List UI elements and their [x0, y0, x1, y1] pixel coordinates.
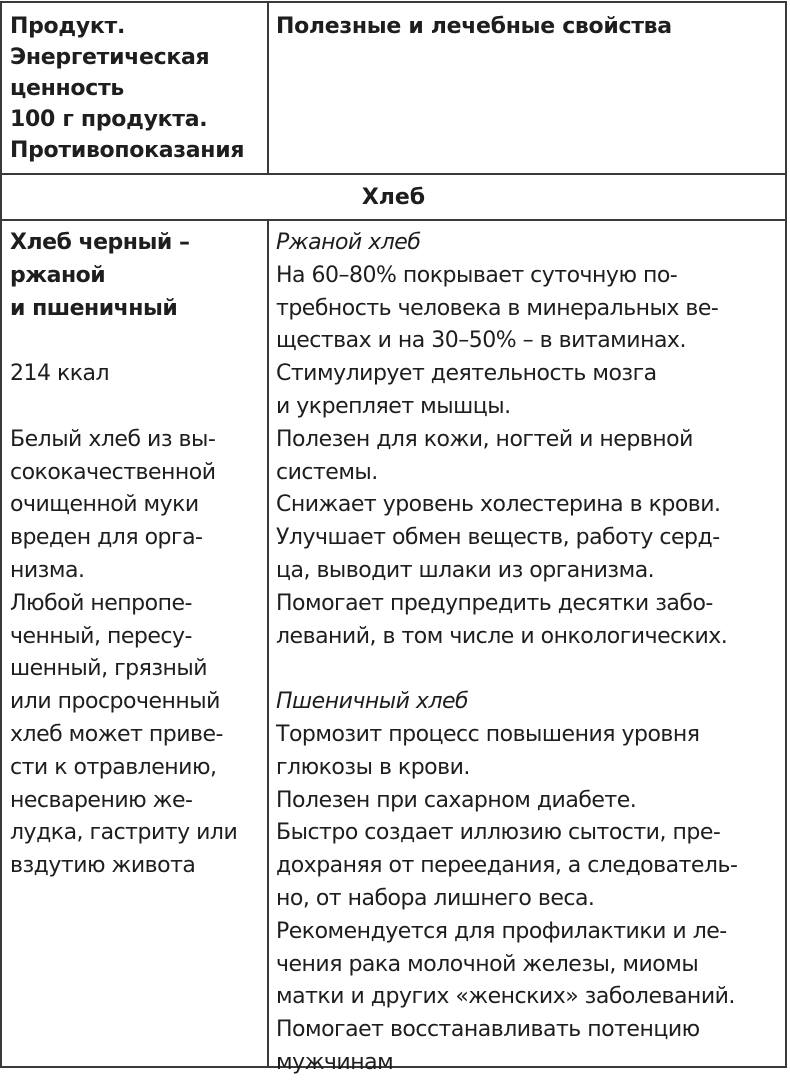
property-line: требность человека в минеральных ве-	[276, 295, 719, 321]
property-line: мужчинам	[276, 1049, 394, 1075]
properties-cell	[269, 221, 785, 1075]
product-name-line: и пшеничный	[10, 295, 178, 321]
property-line: На 60–80% покрывает суточную по-	[276, 262, 678, 288]
header-properties-text: Полезные и лечебные свойства	[276, 14, 672, 39]
contraindication-line: лудка, гастриту или	[10, 820, 238, 846]
property-line: и укрепляет мышцы.	[276, 393, 511, 419]
contraindication-line: хлеб может приве-	[10, 721, 223, 747]
contraindication-line: сти к отравлению,	[10, 754, 217, 780]
rye-bread-subtitle: Ржаной хлеб	[276, 230, 421, 255]
contraindication-line: Белый хлеб из вы-	[10, 426, 216, 452]
property-line: Рекомендуется для профилактики и ле-	[276, 918, 727, 944]
property-line: системы.	[276, 459, 378, 485]
product-name-line: Хлеб черный –	[10, 230, 190, 255]
contraindication-line: шенный, грязный	[10, 656, 208, 682]
property-line: но, от набора лишнего веса.	[276, 885, 595, 911]
contraindication-line: или просроченный	[10, 689, 220, 715]
header-product-line: ценность	[10, 76, 125, 101]
property-line: глюкозы в крови.	[276, 754, 470, 780]
contraindication-line: очищенной муки	[10, 492, 199, 518]
contraindication-line: низма.	[10, 557, 85, 583]
property-line: ществах и на 30–50% – в витаминах.	[276, 328, 686, 354]
section-title: Хлеб	[361, 185, 426, 210]
property-line: Стимулирует деятельность мозга	[276, 361, 657, 387]
spacer	[276, 653, 785, 686]
property-line: Снижает уровень холестерина в крови.	[276, 492, 721, 518]
wheat-bread-subtitle: Пшеничный хлеб	[276, 689, 469, 715]
property-line: Помогает предупредить десятки забо-	[276, 590, 713, 616]
contraindication-line: несварению же-	[10, 787, 193, 813]
property-line: Тормозит процесс повышения уровня	[276, 721, 700, 747]
product-cell-text	[2, 221, 267, 883]
header-product-line: Продукт.	[10, 14, 126, 39]
property-line: Полезен для кожи, ногтей и нервной	[276, 426, 693, 452]
header-product-line: Противопоказания	[10, 138, 245, 163]
properties-cell-text	[269, 221, 785, 1080]
product-cell	[2, 221, 269, 1066]
spacer	[10, 325, 267, 358]
property-line: ца, выводит шлаки из организма.	[276, 557, 655, 583]
calories-value: 214 ккал	[10, 361, 110, 387]
header-cell-properties	[269, 3, 785, 175]
section-row-bread	[2, 175, 785, 221]
product-name-line: ржаной	[10, 262, 106, 288]
property-line: леваний, в том числе и онкологических.	[276, 623, 728, 649]
header-cell-product	[2, 3, 269, 175]
property-line: матки и других «женских» заболеваний.	[276, 984, 735, 1010]
contraindication-line: Любой непропе-	[10, 590, 192, 616]
contraindication-line: ченный, пересу-	[10, 623, 192, 649]
header-product-line: Энергетическая	[10, 45, 210, 70]
property-line: Быстро создает иллюзию сытости, пре-	[276, 820, 721, 846]
property-line: Полезен при сахарном диабете.	[276, 787, 637, 813]
food-properties-table	[0, 1, 787, 1075]
property-line: чения рака молочной железы, миомы	[276, 951, 699, 977]
contraindication-line: вреден для орга-	[10, 525, 203, 551]
contraindication-line: вздутию живота	[10, 853, 196, 879]
property-line: дохраняя от переедания, а следователь-	[276, 853, 738, 879]
property-line: Помогает восстанавливать потенцию	[276, 1017, 700, 1043]
header-product-line: 100 г продукта.	[10, 107, 208, 132]
header-product-text	[2, 3, 267, 166]
spacer	[10, 391, 267, 424]
property-line: Улучшает обмен веществ, работу серд-	[276, 525, 720, 551]
contraindication-line: сококачественной	[10, 459, 216, 485]
